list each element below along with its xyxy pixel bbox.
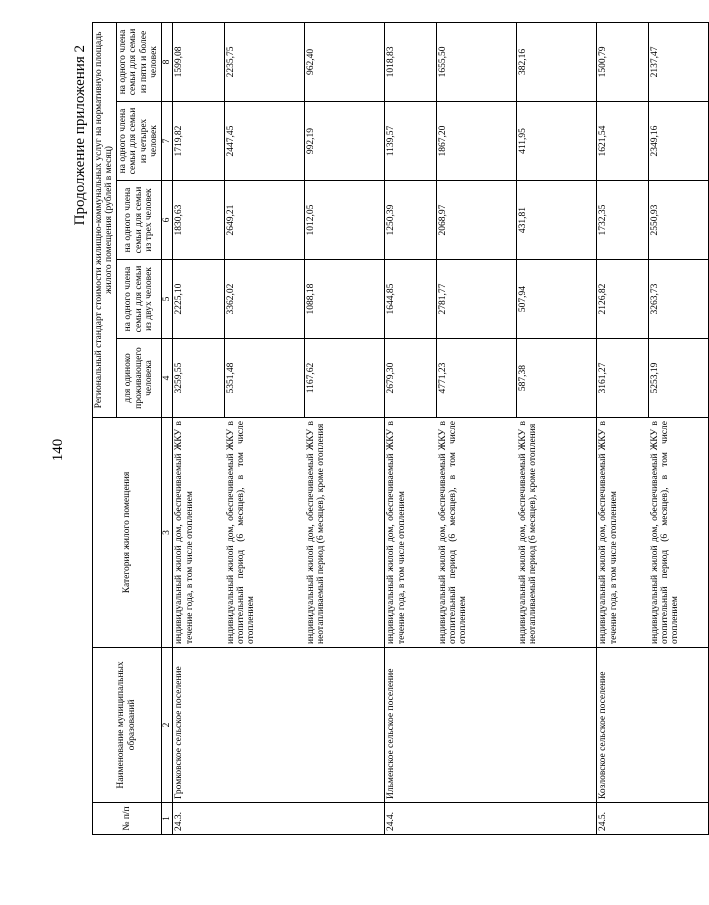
column-number: 3 (161, 418, 172, 648)
value-cell: 3362,02 (225, 260, 305, 339)
category-text: индивидуальный жилой дом, обеспечиваемый ЖКУ в неотапливаемый период (6 месяцев), кроме отопления (517, 418, 597, 648)
header-no: № п/п (93, 803, 162, 835)
header-col5: на одного члена семьи для семьи из двух человек (116, 260, 161, 339)
category-text: индивидуальный жилой дом, обеспечиваемый ЖКУ в течение года, в том числе отоплением (597, 418, 649, 648)
value-cell: 1732,35 (597, 181, 649, 260)
category-text: индивидуальный жилой дом, обеспечиваемый ЖКУ в неотапливаемый период (6 месяцев), кроме отопления (305, 418, 385, 648)
value-cell: 3161,27 (597, 339, 649, 418)
header-category: Категория жилого помещения (93, 418, 162, 648)
value-cell: 3259,55 (173, 339, 225, 418)
value-cell: 1250,39 (385, 181, 437, 260)
header-col6: на одного члена семьи для семьи из трех человек (116, 181, 161, 260)
value-cell: 1830,63 (173, 181, 225, 260)
category-text: индивидуальный жилой дом, обеспечиваемый ЖКУ в течение года, в том числе отоплением (385, 418, 437, 648)
value-cell: 5253,19 (649, 339, 709, 418)
category-text: индивидуальный жилой дом, обеспечиваемый ЖКУ в отопительный период (6 месяцев), в том числе отоплением (437, 418, 517, 648)
category-text: индивидуальный жилой дом, обеспечиваемый ЖКУ в отопительный период (6 месяцев), в том числе отоплением (649, 418, 709, 648)
value-cell: 1655,50 (437, 22, 517, 101)
header-standard-group: Региональный стандарт стоимости жилищно-коммунальных услуг на нормативную площадь жилого помещения (рублей в месяц) (93, 22, 117, 417)
municipality-name: Ильменское сельское поселение (385, 648, 597, 803)
table-row (385, 22, 437, 834)
value-cell: 2679,30 (385, 339, 437, 418)
value-cell: 2235,75 (225, 22, 305, 101)
row-number: 24.5. (597, 803, 709, 835)
value-cell: 2068,97 (437, 181, 517, 260)
value-cell: 3263,73 (649, 260, 709, 339)
header-col8: на одного члена семьи для семьи из пяти и более человек (116, 22, 161, 101)
value-cell: 1018,83 (385, 22, 437, 101)
value-cell: 2781,77 (437, 260, 517, 339)
municipality-name: Громковское сельское поселение (173, 648, 385, 803)
column-number: 8 (161, 22, 172, 101)
value-cell: 1012,05 (305, 181, 385, 260)
value-cell: 1167,62 (305, 339, 385, 418)
value-cell: 2126,82 (597, 260, 649, 339)
column-number-row (161, 22, 172, 834)
value-cell: 382,16 (517, 22, 597, 101)
value-cell: 1644,85 (385, 260, 437, 339)
value-cell: 411,95 (517, 102, 597, 181)
table-row (173, 22, 225, 834)
value-cell: 431,81 (517, 181, 597, 260)
value-cell: 5351,48 (225, 339, 305, 418)
value-cell: 4771,23 (437, 339, 517, 418)
value-cell: 2225,10 (173, 260, 225, 339)
value-cell: 1719,82 (173, 102, 225, 181)
value-cell: 1867,20 (437, 102, 517, 181)
value-cell: 992,19 (305, 102, 385, 181)
value-cell: 2447,45 (225, 102, 305, 181)
row-number: 24.3. (173, 803, 385, 835)
value-cell: 2137,47 (649, 22, 709, 101)
value-cell: 1500,79 (597, 22, 649, 101)
value-cell: 2349,16 (649, 102, 709, 181)
column-number: 5 (161, 260, 172, 339)
table-row (597, 22, 649, 834)
value-cell: 507,94 (517, 260, 597, 339)
column-number: 2 (161, 648, 172, 803)
municipality-name: Козловское сельское поселение (597, 648, 709, 803)
appendix-label: Продолжение приложения 2 (72, 45, 88, 226)
value-cell: 2649,21 (225, 181, 305, 260)
value-cell: 587,38 (517, 339, 597, 418)
page-number: 140 (50, 438, 66, 462)
value-cell: 1621,54 (597, 102, 649, 181)
category-text: индивидуальный жилой дом, обеспечиваемый ЖКУ в течение года, в том числе отоплением (173, 418, 225, 648)
column-number: 4 (161, 339, 172, 418)
category-text: индивидуальный жилой дом, обеспечиваемый ЖКУ в отопительный период (6 месяцев), в том числе отоплением (225, 418, 305, 648)
header-municipality: Наименование муниципальных образований (93, 648, 162, 803)
value-cell: 1088,18 (305, 260, 385, 339)
header-col7: на одного члена семьи для семьи из четырех человек (116, 102, 161, 181)
column-number: 6 (161, 181, 172, 260)
column-number: 1 (161, 803, 172, 835)
value-cell: 1599,08 (173, 22, 225, 101)
column-number: 7 (161, 102, 172, 181)
value-cell: 1139,57 (385, 102, 437, 181)
header-col4: для одиноко проживающего человека (116, 339, 161, 418)
standards-table (92, 22, 709, 835)
value-cell: 962,40 (305, 22, 385, 101)
row-number: 24.4. (385, 803, 597, 835)
value-cell: 2550,93 (649, 181, 709, 260)
